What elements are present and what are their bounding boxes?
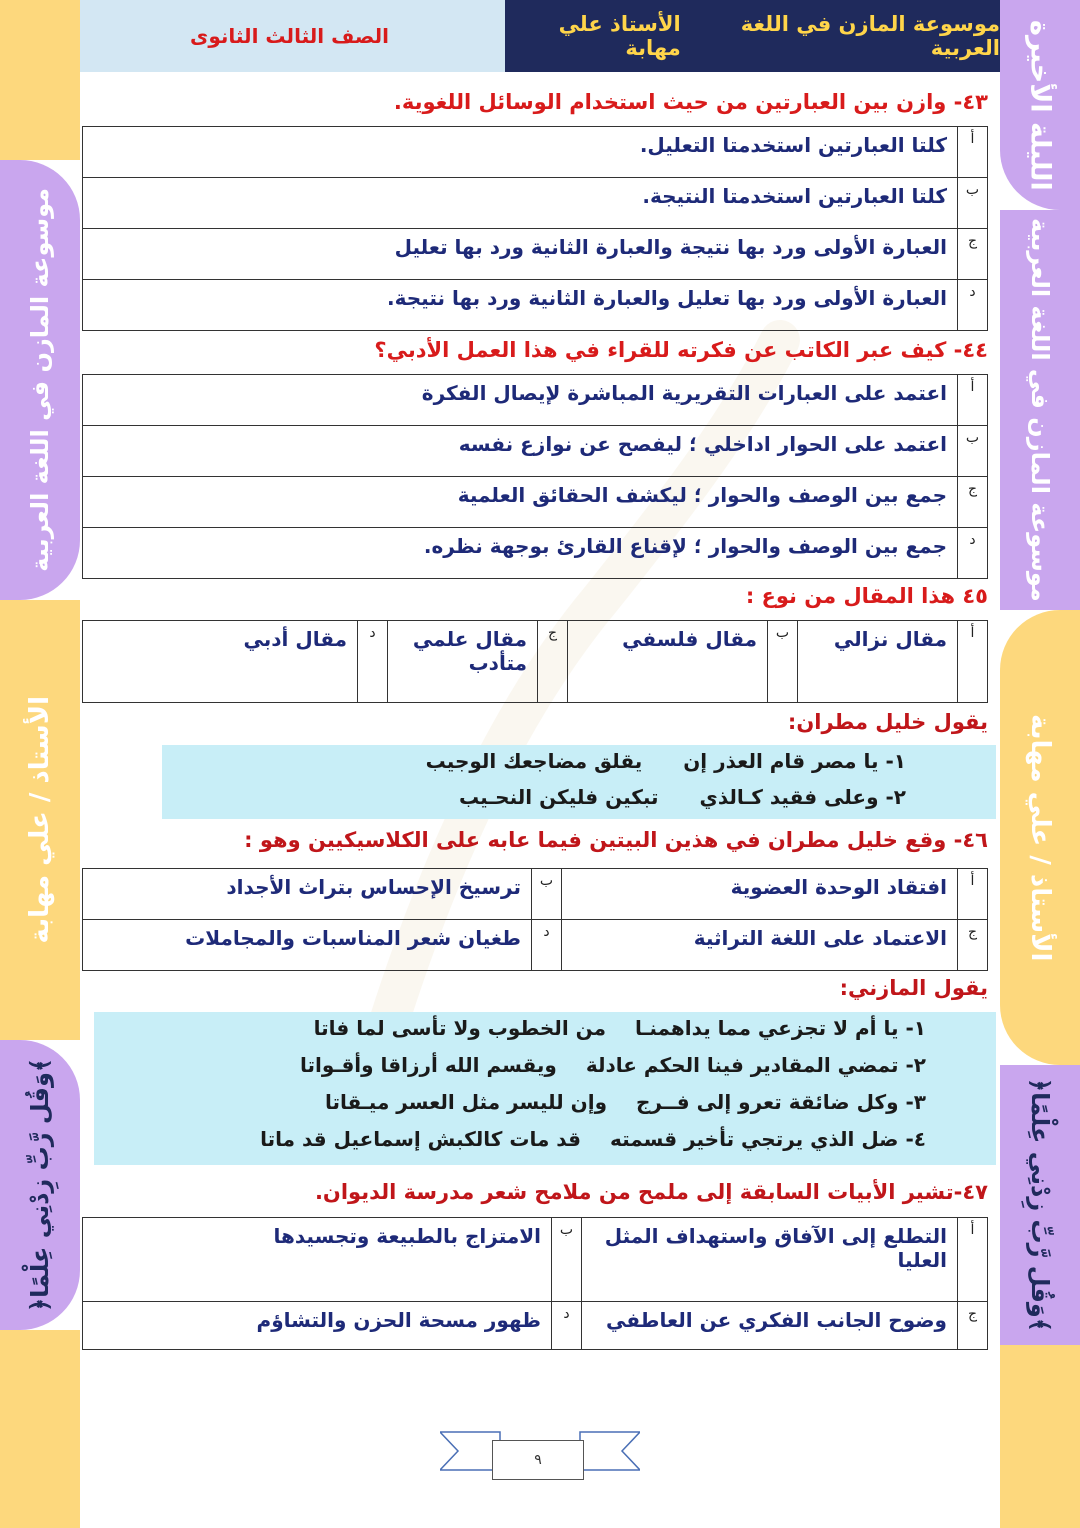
question-44-options [82,374,988,579]
option-letter: ب [958,426,988,477]
side-teacher-right: الأستاذ / علي مهابة [1025,713,1055,962]
poem-second-hemistich: يقلق مضاجعك الوجيب [425,749,643,773]
poem-line [162,785,996,809]
option-text: اعتمد على العبارات التقريرية المباشرة لإيصال الفكرة [83,375,958,426]
option-text: جمع بين الوصف والحوار ؛ لإقناع القارئ بوجهة نظره. [83,528,958,579]
question-43-options [82,126,988,331]
option-row[interactable] [83,229,988,280]
option-text: كلتا العبارتين استخدمتا النتيجة. [83,178,958,229]
page-number: ٩ [492,1440,584,1480]
option-text: العبارة الأولى ورد بها نتيجة والعبارة الثانية ورد بها تعليل [83,229,958,280]
option-text[interactable]: الاعتماد على اللغة التراثية [562,920,958,971]
poet-mutran-label: يقول خليل مطران: [787,710,988,734]
right-band-teacher [1000,610,1080,1065]
option-letter: د [958,528,988,579]
header-grade: الصف الثالث الثانوى [190,24,389,48]
option-text: كلتا العبارتين استخدمتا التعليل. [83,127,958,178]
right-band-top [1000,0,1080,210]
option-text[interactable]: ظهور مسحة الحزن والتشاؤم [83,1302,552,1350]
question-47-title: ٤٧-تشير الأبيات السابقة إلى ملمح من ملامح شعر مدرسة الديوان. [314,1180,988,1204]
option-row[interactable] [83,375,988,426]
option-letter: د [358,621,388,703]
right-band-encyclopedia [1000,210,1080,610]
option-text: العبارة الأولى ورد بها تعليل والعبارة الثانية ورد بها نتيجة. [83,280,958,331]
right-band-bottom [1000,1345,1080,1528]
option-row[interactable] [83,477,988,528]
left-band-teacher [0,600,80,1040]
poem-first-hemistich: ٤- ضل الذي يرتجي تأخير قسمته [609,1127,926,1151]
side-encyclopedia-right: موسوعة المازن في اللغة العربية [1026,218,1054,602]
option-letter: ب [552,1218,582,1302]
option-letter: د [552,1302,582,1350]
option-text[interactable]: مقال علمي متأدب [388,621,538,703]
poem-first-hemistich: ٢- وعلى فقيد كـالذي [699,785,906,809]
left-band-top [0,0,80,160]
question-45-options [82,620,988,703]
poem-second-hemistich: ويقسم الله أرزاقا وأقـواتا [299,1053,557,1077]
option-letter: ج [958,920,988,971]
poem-second-hemistich: قد مات كالكبش إسماعيل قد ماتا [260,1127,581,1151]
option-text: اعتمد على الحوار اداخلي ؛ ليفصح عن نوازع نفسه [83,426,958,477]
poem-line [94,1127,996,1151]
question-43-title: ٤٣- وازن بين العبارتين من حيث استخدام الوسائل اللغوية. [393,90,988,114]
option-letter: ب [768,621,798,703]
option-text[interactable]: افتقاد الوحدة العضوية [562,869,958,920]
option-letter: د [532,920,562,971]
poem-second-hemistich: من الخطوب ولا تأسى لما فاتا [313,1016,607,1040]
option-row[interactable] [83,528,988,579]
option-letter: أ [958,621,988,703]
question-47-options [82,1217,988,1350]
poem-second-hemistich: وإن لليسر مثل العسر ميـقاتا [325,1090,608,1114]
poem-mazni-box [94,1012,996,1165]
option-text[interactable]: طغيان شعر المناسبات والمجاملات [83,920,532,971]
poem-first-hemistich: ٣- وكل ضائقة تعرو إلى فــرج [635,1090,926,1114]
option-letter: أ [958,869,988,920]
option-text[interactable]: مقال نزالي [798,621,958,703]
side-teacher-left: الأستاذ / علي مهابة [25,696,55,944]
option-text[interactable]: ترسيخ الإحساس بتراث الأجداد [83,869,532,920]
option-text[interactable]: مقال فلسفي [568,621,768,703]
header-dark-section [505,0,1000,72]
poet-mazni-label: يقول المازني: [839,976,988,1000]
left-band-bottom [0,1330,80,1528]
option-letter: أ [958,1218,988,1302]
poem-mutran-box [162,745,996,819]
option-letter: ج [958,229,988,280]
option-letter: د [958,280,988,331]
header-teacher-name: الأستاذ علي مهابة [558,12,681,60]
poem-line [162,749,996,773]
side-encyclopedia-left: موسوعة المازن في اللغة العربية [26,188,54,572]
option-letter: أ [958,375,988,426]
option-letter: ج [958,1302,988,1350]
option-letter: أ [958,127,988,178]
option-letter: ج [538,621,568,703]
header-encyclopedia-title: موسوعة المازن في اللغة العربية [740,12,1000,60]
question-46-title: ٤٦- وقع خليل مطران في هذين البيتين فيما عابه على الكلاسيكيين وهو : [244,828,988,852]
poem-first-hemistich: ١- يا مصر قام العذر إن [683,749,906,773]
poem-line [94,1053,996,1077]
side-dua-right: ﴿وَقُل رَّبِّ زِدْنِي عِلْمًا﴾ [1026,1078,1054,1332]
option-text[interactable]: مقال أدبي [83,621,358,703]
option-row[interactable] [83,280,988,331]
poem-first-hemistich: ٢- تمضي المقادير فينا الحكم عادلة [585,1053,926,1077]
option-row[interactable] [83,127,988,178]
header-light-section [80,0,505,72]
poem-line [94,1090,996,1114]
side-title-last-night: الليلة الأخيرة [1024,19,1056,191]
question-45-title: ٤٥ هذا المقال من نوع : [745,584,988,608]
option-row[interactable] [83,426,988,477]
right-band-dua [1000,1065,1080,1345]
poem-line [94,1016,996,1040]
page-header [80,0,1000,72]
option-row[interactable] [83,178,988,229]
option-letter: ب [958,178,988,229]
option-letter: ج [958,477,988,528]
left-band-encyclopedia [0,160,80,600]
option-text: جمع بين الوصف والحوار ؛ ليكشف الحقائق العلمية [83,477,958,528]
option-text[interactable]: التطلع إلى الآفاق واستهداف المثل العليا [582,1218,958,1302]
left-band-dua [0,1040,80,1330]
question-44-title: ٤٤- كيف عبر الكاتب عن فكرته للقراء في هذا العمل الأدبي؟ [374,338,988,362]
side-dua-left: ﴿وَقُل رَّبِّ زِدْنِي عِلْمًا﴾ [26,1058,54,1312]
option-text[interactable]: الامتزاج بالطبيعة وتجسيدها [83,1218,552,1302]
option-letter: ب [532,869,562,920]
question-46-options [82,868,988,971]
poem-second-hemistich: تبكين فليكن النحـيب [458,785,659,809]
option-text[interactable]: وضوح الجانب الفكري عن العاطفي [582,1302,958,1350]
poem-first-hemistich: ١- يا أم لا تجزعي مما يداهمنـا [635,1016,926,1040]
